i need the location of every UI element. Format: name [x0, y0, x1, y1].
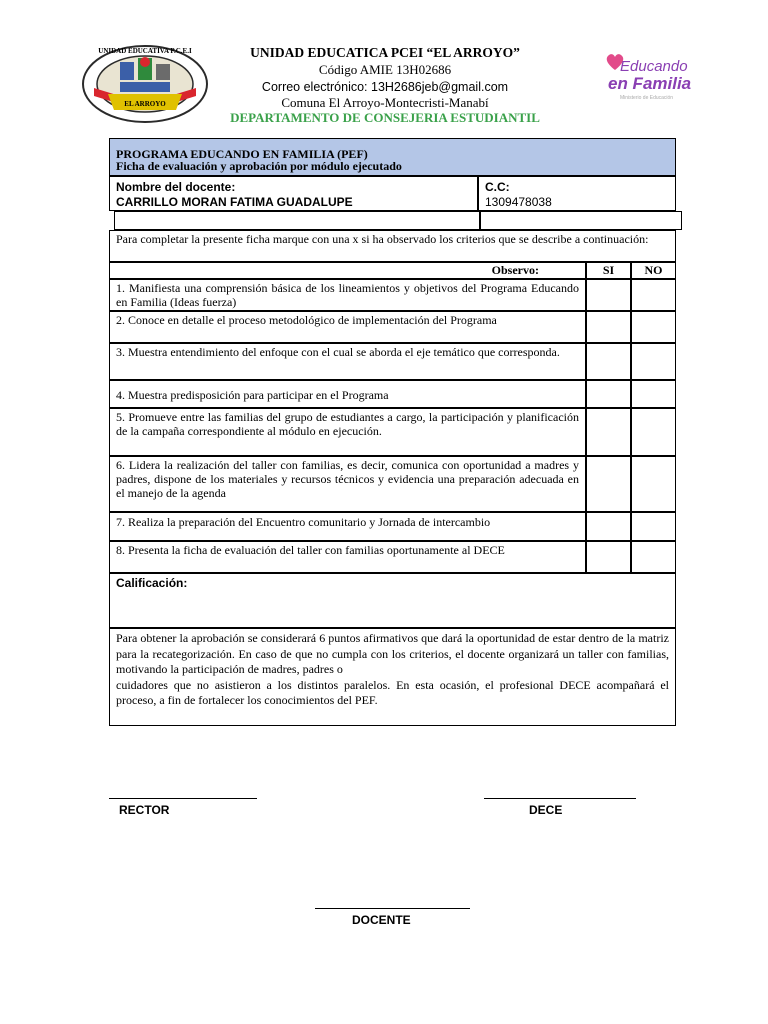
criterion-2-si-box[interactable] — [586, 311, 631, 343]
criterion-8-si-box[interactable] — [586, 541, 631, 573]
school-name: UNIDAD EDUCATICA PCEI “EL ARROYO” — [250, 45, 520, 60]
id-value: 1309478038 — [485, 195, 552, 209]
id-cell — [478, 176, 676, 211]
criterion-7: 7. Realiza la preparación del Encuentro comunitario y Jornada de intercambio — [109, 512, 586, 541]
dece-signature-line — [484, 798, 636, 799]
department-name: DEPARTAMENTO DE CONSEJERIA ESTUDIANTIL — [230, 110, 540, 125]
school-commune: Comuna El Arroyo-Montecristi-Manabí — [281, 95, 489, 110]
seal-top-text: UNIDAD EDUCATIVA P.C.E.I — [98, 47, 192, 55]
program-logo — [600, 48, 696, 106]
criterion-1: 1. Manifiesta una comprensión básica de los lineamientos y objetivos del Programa Educando en Familia (Ideas fuerza) — [109, 279, 586, 311]
grade-cell[interactable] — [109, 573, 676, 628]
criterion-8: 8. Presenta la ficha de evaluación del taller con familias oportunamente al DECE — [109, 541, 586, 573]
criterion-1-no-box[interactable] — [631, 279, 676, 311]
criterion-5-si-box[interactable] — [586, 408, 631, 456]
rector-signature-line — [109, 798, 257, 799]
rector-label: RECTOR — [119, 803, 170, 817]
teacher-cell — [109, 176, 478, 211]
si-header: SI — [586, 262, 631, 279]
id-label: C.C: — [485, 180, 510, 194]
criterion-5: 5. Promueve entre las familias del grupo de estudiantes a cargo, la participación y planificación de la campaña correspondiente al módulo en ejecución. — [109, 408, 586, 456]
criterion-4: 4. Muestra predisposición para participar en el Programa — [109, 380, 586, 408]
grade-label: Calificación: — [116, 576, 188, 590]
criterion-6-no-box[interactable] — [631, 456, 676, 512]
criterion-7-no-box[interactable] — [631, 512, 676, 541]
criterion-3-no-box[interactable] — [631, 343, 676, 380]
amie-code: Código AMIE 13H02686 — [318, 62, 452, 77]
criterion-2: 2. Conoce en detalle el proceso metodológico de implementación del Programa — [109, 311, 586, 343]
blank-cell-left — [114, 211, 480, 230]
instructions: Para completar la presente ficha marque con una x si ha observado los criterios que se describe a continuación: — [109, 230, 676, 262]
docente-signature-line — [315, 908, 470, 909]
teacher-name: CARRILLO MORAN FATIMA GUADALUPE — [116, 195, 353, 209]
program-subtitle: Ficha de evaluación y aprobación por módulo ejecutado — [116, 159, 402, 173]
approval-note — [109, 628, 676, 726]
criterion-7-si-box[interactable] — [586, 512, 631, 541]
criterion-6: 6. Lidera la realización del taller con familias, es decir, comunica con oportunidad a madres y padres, dispone de los materiales y recursos técnicos y evidencia una preparación adecuada en el manejo de la agenda — [109, 456, 586, 512]
teacher-label: Nombre del docente: — [116, 180, 236, 194]
criterion-5-no-box[interactable] — [631, 408, 676, 456]
dece-label: DECE — [529, 803, 563, 817]
logo-line1: Educando — [620, 58, 688, 75]
school-email: Correo electrónico: 13H2686jeb@gmail.com — [261, 80, 509, 94]
approval-note-p2: cuidadores que no asistieron a los distintos paralelos. En esta ocasión, el profesional DECE acompañará el proceso, a fin de fortalecer los conocimientos del PEF. — [116, 677, 669, 707]
docente-label: DOCENTE — [352, 913, 411, 927]
criterion-6-si-box[interactable] — [586, 456, 631, 512]
program-header — [109, 138, 676, 176]
program-title: PROGRAMA EDUCANDO EN FAMILIA (PEF) — [116, 147, 368, 161]
observo-header: Observo: — [109, 262, 586, 279]
seal-ribbon-text: EL ARROYO — [124, 100, 166, 108]
criterion-8-no-box[interactable] — [631, 541, 676, 573]
criterion-2-no-box[interactable] — [631, 311, 676, 343]
criterion-3-si-box[interactable] — [586, 343, 631, 380]
blank-cell-right — [480, 211, 682, 230]
logo-line2: en Familia — [608, 74, 692, 93]
no-header: NO — [631, 262, 676, 279]
criterion-1-si-box[interactable] — [586, 279, 631, 311]
approval-note-p1: Para obtener la aprobación se considerará 6 puntos afirmativos que dará la oportunidad de estar dentro de la matriz para la recategorización. En caso de que no cumpla con los criterios, el docente organizará un taller con familias, motivando la participación de madres, padres o — [116, 631, 669, 676]
criterion-3: 3. Muestra entendimiento del enfoque con el cual se aborda el eje temático que corresponda. — [109, 343, 586, 380]
logo-subtitle: Ministerio de Educación — [620, 95, 674, 101]
criterion-4-no-box[interactable] — [631, 380, 676, 408]
criterion-4-si-box[interactable] — [586, 380, 631, 408]
